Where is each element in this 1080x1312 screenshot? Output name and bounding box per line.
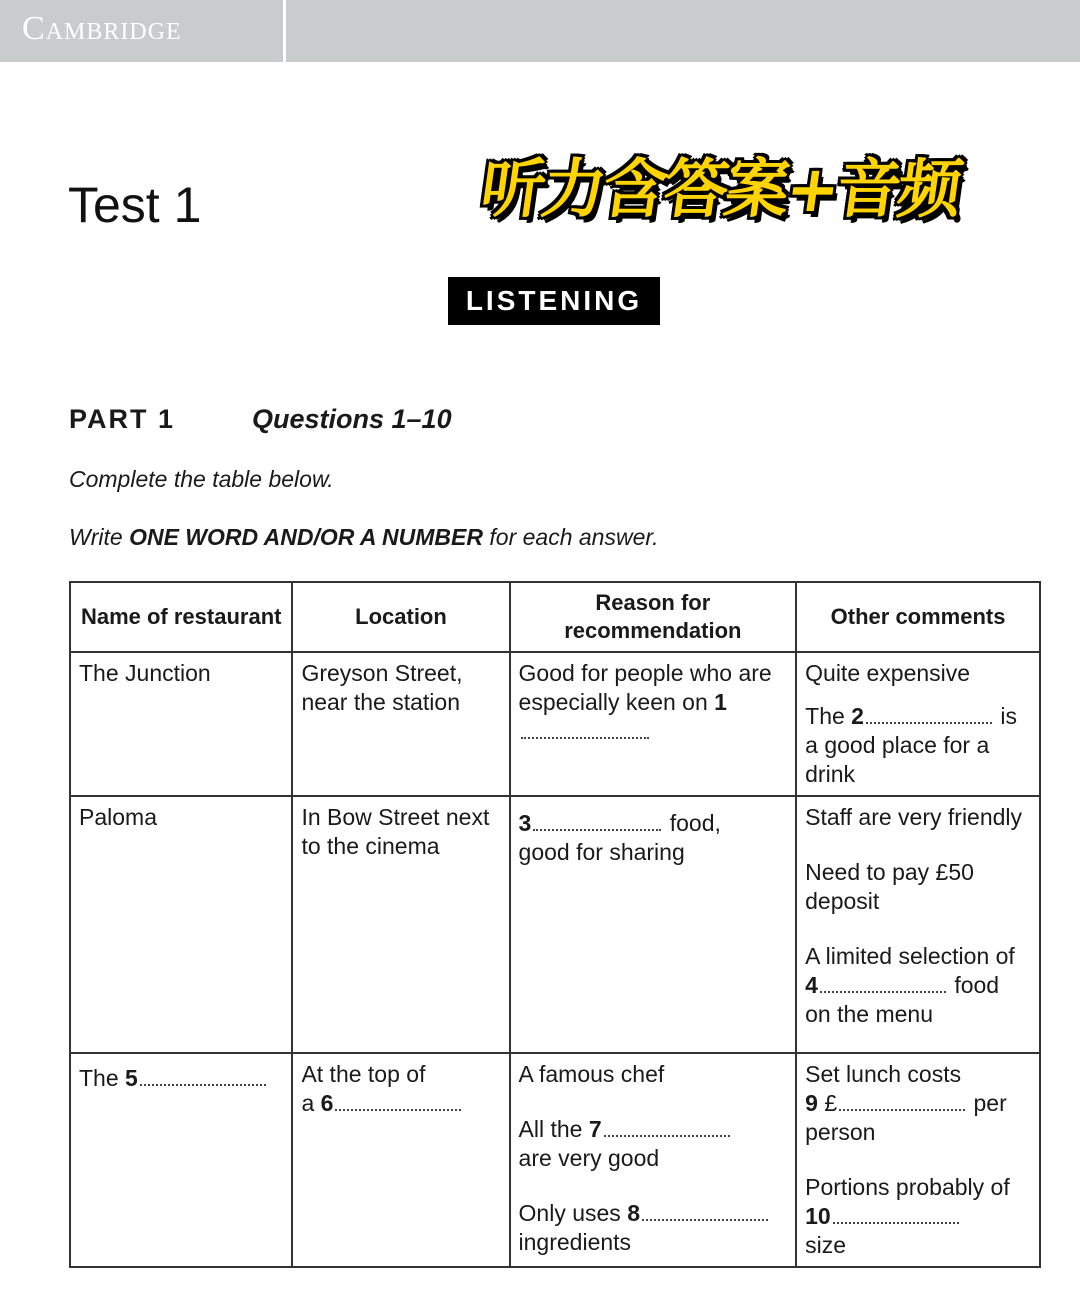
answer-blank-1[interactable] (521, 723, 649, 739)
question-number: 1 (714, 689, 727, 715)
answer-blank-8[interactable] (642, 1205, 768, 1221)
currency-symbol: £ (824, 1090, 838, 1116)
question-number: 3 (518, 810, 532, 836)
location-text: At the top of (301, 1061, 426, 1087)
restaurant-reason (510, 1053, 797, 1267)
restaurant-reason (510, 796, 797, 1053)
restaurant-comments (796, 652, 1040, 796)
question-number: 5 (125, 1065, 138, 1091)
header-reason: Reason for recommendation (510, 582, 797, 652)
reason-text: good for sharing (518, 839, 685, 865)
restaurant-comments (796, 1053, 1040, 1267)
table-row (70, 796, 1040, 1053)
comment-prefix: Portions probably of (805, 1174, 1010, 1200)
answer-blank-3[interactable] (533, 815, 661, 831)
instruction-suffix: for each answer. (483, 524, 659, 550)
restaurant-name: The Junction (70, 652, 292, 796)
restaurant-name (70, 1053, 292, 1267)
restaurant-location: Greyson Street, near the station (292, 652, 509, 796)
reason-with-blank (519, 803, 788, 838)
comment-mid: is (1000, 703, 1017, 729)
question-number: 10 (805, 1203, 831, 1229)
comment-text: Need to pay £50 deposit (805, 859, 974, 914)
answer-blank-6[interactable] (335, 1095, 461, 1111)
section-label: LISTENING (448, 277, 660, 325)
question-number: 4 (805, 972, 818, 998)
comment-suffix: food on the menu (805, 972, 1000, 1027)
instruction-emphasis: ONE WORD AND/OR A NUMBER (129, 524, 483, 550)
question-number: 7 (588, 1116, 602, 1142)
answer-blank-2[interactable] (866, 708, 992, 724)
restaurant-comments (796, 796, 1040, 1053)
comment-mid: per (973, 1090, 1007, 1116)
overlay-badge: 听力含答案+音频 (475, 153, 964, 227)
comment-with-blank (805, 942, 1031, 1029)
reason-text: Good for people who are especially keen on (518, 660, 772, 715)
reason-text: A famous chef (518, 1061, 665, 1087)
part-label: PART 1 (69, 404, 176, 434)
question-number: 8 (627, 1200, 640, 1226)
header-location: Location (292, 582, 509, 652)
reason-prefix: Only uses (518, 1200, 621, 1226)
header-divider (283, 0, 286, 62)
top-bar (0, 0, 1080, 62)
reason-suffix: food, (669, 810, 721, 836)
instruction-complete: Complete the table below. (69, 466, 334, 492)
table-row (70, 1053, 1040, 1267)
cambridge-logo: Cambridge (22, 10, 182, 47)
header-comments: Other comments (796, 582, 1040, 652)
comment-text: Staff are very friendly (805, 804, 1023, 830)
restaurant-reason (510, 652, 797, 796)
question-number: 9 (805, 1090, 818, 1116)
answer-blank-7[interactable] (604, 1121, 730, 1137)
comment-with-blank (805, 702, 1031, 789)
comment-prefix: A limited selection of (805, 943, 1015, 969)
restaurant-location: In Bow Street next to the cinema (292, 796, 509, 1053)
restaurant-name: Paloma (70, 796, 292, 1053)
answer-table (69, 581, 1041, 1268)
reason-suffix: ingredients (518, 1229, 632, 1255)
comment-suffix: a good place for a drink (805, 732, 990, 787)
header-name: Name of restaurant (70, 582, 292, 652)
answer-blank-4[interactable] (820, 977, 946, 993)
comment-text: Quite expensive (805, 660, 971, 686)
question-number: 6 (320, 1090, 334, 1116)
test-title: Test 1 (68, 177, 202, 233)
table-header-row (70, 582, 1040, 652)
name-prefix: The (79, 1065, 119, 1091)
location-article: a (301, 1090, 315, 1116)
comment-prefix: Set lunch costs (805, 1061, 962, 1087)
comment-suffix: person (805, 1119, 876, 1145)
table-row (70, 652, 1040, 796)
reason-suffix: are very good (518, 1145, 660, 1171)
comment-suffix: size (805, 1232, 847, 1258)
answer-blank-10[interactable] (833, 1208, 959, 1224)
answer-blank-9[interactable] (839, 1095, 965, 1111)
instruction-write (69, 524, 659, 551)
comment-prefix: The (805, 703, 845, 729)
questions-range: Questions 1–10 (252, 404, 452, 434)
restaurant-location (292, 1053, 509, 1267)
answer-blank-5[interactable] (140, 1070, 266, 1086)
reason-prefix: All the (518, 1116, 583, 1142)
question-number: 2 (851, 703, 864, 729)
instruction-prefix: Write (69, 524, 130, 550)
